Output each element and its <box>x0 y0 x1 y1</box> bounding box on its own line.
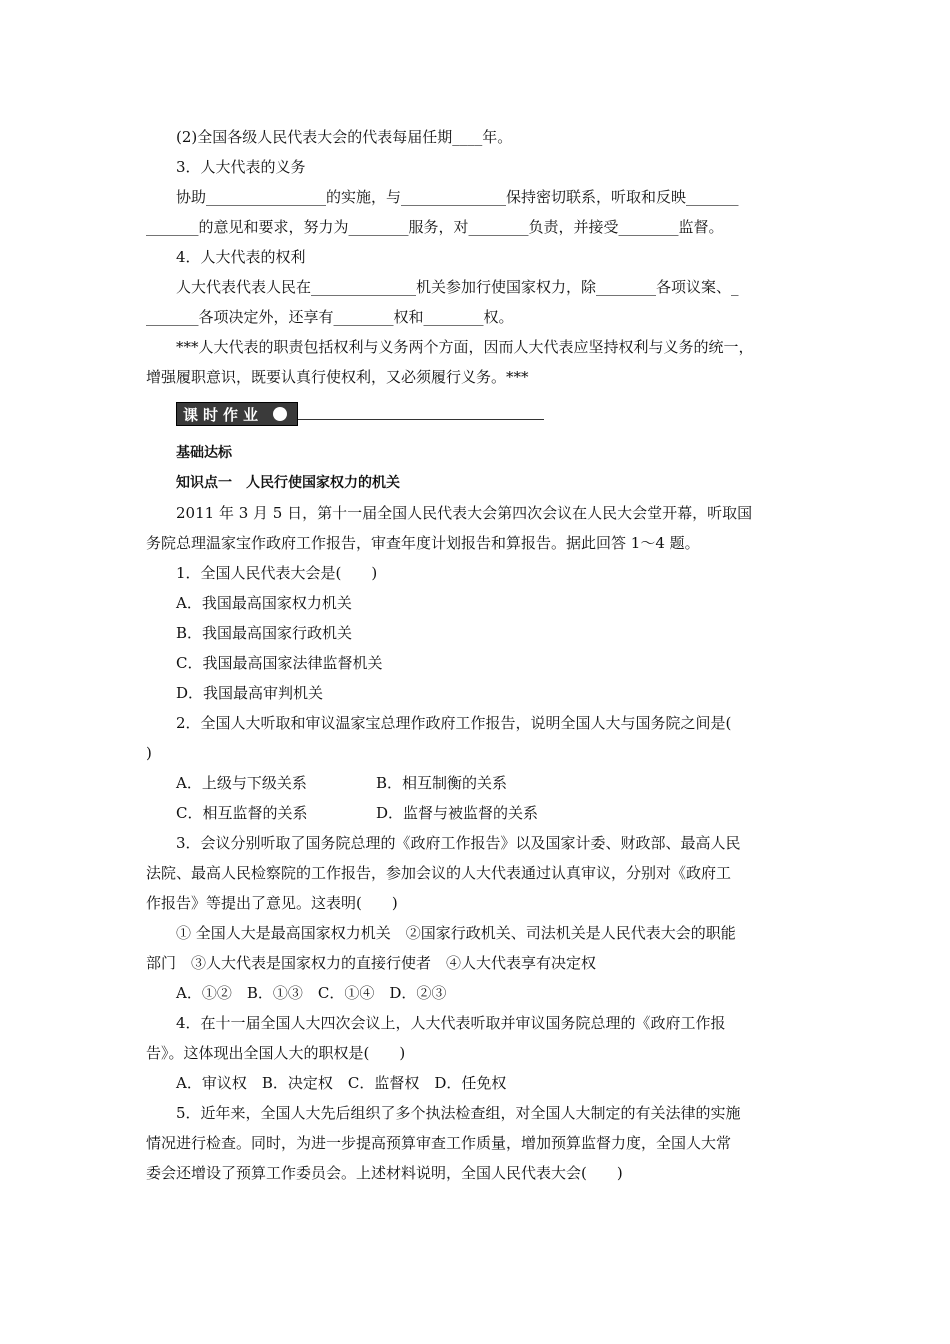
question-2-option-a: A．上级与下级关系 <box>176 774 307 792</box>
text-line: _______各项决定外，还享有________权和________权。 <box>146 308 514 326</box>
question-1-option-d: D．我国最高审判机关 <box>176 684 324 702</box>
question-3-stem-cont: 法院、最高人民检察院的工作报告，参加会议的人大代表通过认真审议，分别对《政府工 <box>146 864 732 882</box>
question-2-options-row <box>146 768 818 798</box>
intro-line: 务院总理温家宝作政府工作报告，审查年度计划报告和算报告。据此回答 1～4 题。 <box>146 534 700 552</box>
knowledge-point: 知识点一 人民行使国家权力的机关 <box>176 475 400 491</box>
question-2-option-b: B．相互制衡的关系 <box>376 774 508 792</box>
question-1-option-b: B．我国最高国家行政机关 <box>176 624 353 642</box>
question-1-stem: 1．全国人民代表大会是( ) <box>176 564 378 582</box>
document-body <box>146 122 818 1188</box>
note-line: ***人大代表的职责包括权利与义务两个方面，因而人大代表应坚持权利与义务的统一， <box>176 338 754 356</box>
question-2-options-row <box>146 798 818 828</box>
section-title: 基础达标 <box>176 445 232 461</box>
section-banner <box>176 396 818 432</box>
heading-duties: 3．人大代表的义务 <box>176 158 306 176</box>
question-3-options: A．①② B．①③ C．①④ D．②③ <box>176 984 447 1002</box>
question-3-stem: 3．会议分别听取了国务院总理的《政府工作报告》以及国家计委、财政部、最高人民 <box>176 834 741 852</box>
text-line: (2)全国各级人民代表大会的代表每届任期____年。 <box>176 128 513 146</box>
question-2-option-d: D．监督与被监督的关系 <box>376 804 539 822</box>
text-line: _______的意见和要求，努力为________服务，对________负责，并接受________监督。 <box>146 218 724 236</box>
banner-rule <box>298 419 544 420</box>
question-4-stem: 4．在十一届全国人大四次会议上，人大代表听取并审议国务院总理的《政府工作报 <box>176 1014 726 1032</box>
question-3-statements-cont: 部门 ③人大代表是国家权力的直接行使者 ④人大代表享有决定权 <box>146 954 597 972</box>
dot-icon <box>273 407 287 421</box>
question-4-options: A．审议权 B．决定权 C．监督权 D．任免权 <box>176 1074 507 1092</box>
question-5-stem: 5．近年来，全国人大先后组织了多个执法检查组，对全国人大制定的有关法律的实施 <box>176 1104 741 1122</box>
text-line: 协助________________的实施，与______________保持密切联系，听取和反映_______ <box>176 188 739 206</box>
heading-rights: 4．人大代表的权利 <box>176 248 306 266</box>
question-2-option-c: C．相互监督的关系 <box>176 804 308 822</box>
question-2-stem-cont: ) <box>146 744 152 762</box>
question-4-stem-cont: 告》。这体现出全国人大的职权是( ) <box>146 1044 406 1062</box>
question-3-stem-cont: 作报告》等提出了意见。这表明( ) <box>146 894 398 912</box>
text-line: 人大代表代表人民在______________机关参加行使国家权力，除________各项议案、_ <box>176 278 739 296</box>
note-line: 增强履职意识，既要认真行使权利，又必须履行义务。*** <box>146 368 529 386</box>
question-3-statements: ① 全国人大是最高国家权力机关 ②国家行政机关、司法机关是人民代表大会的职能 <box>176 924 736 942</box>
question-5-stem-cont: 情况进行检查。同时，为进一步提高预算审查工作质量，增加预算监督力度，全国人大常 <box>146 1134 732 1152</box>
intro-line: 2011 年 3 月 5 日，第十一届全国人民代表大会第四次会议在人民大会堂开幕，听取国 <box>176 504 753 522</box>
question-5-stem-cont: 委会还增设了预算工作委员会。上述材料说明，全国人民代表大会( ) <box>146 1164 623 1182</box>
banner-label: 课时作业 <box>176 402 298 426</box>
question-2-stem: 2．全国人大听取和审议温家宝总理作政府工作报告，说明全国人大与国务院之间是( <box>176 714 732 732</box>
question-1-option-a: A．我国最高国家权力机关 <box>176 594 352 612</box>
question-1-option-c: C．我国最高国家法律监督机关 <box>176 654 383 672</box>
